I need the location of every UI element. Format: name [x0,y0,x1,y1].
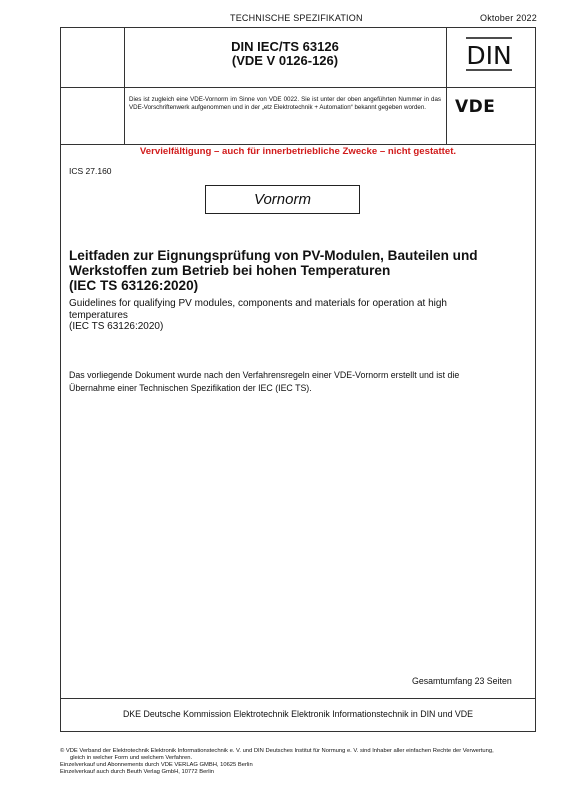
document-id-din: DIN IEC/TS 63126 [231,39,339,54]
committee-line: DKE Deutsche Kommission Elektrotechnik Elektronik Informationstechnik in DIN und VDE [122,709,474,719]
vde-logo: VDE [455,97,496,117]
footer-line3: Einzelverkauf und Abonnements durch VDE VERLAG GMBH, 10625 Berlin [60,762,253,768]
header-divider-right [446,27,447,144]
document-id-vde: (VDE V 0126-126) [231,53,339,68]
vornorm-box [205,185,360,214]
footer-line2: gleich in welcher Form und welchem Verfahren. [70,755,193,761]
description-line1: Das vorliegende Dokument wurde nach den Verfahrensregeln einer VDE-Vornorm erstellt und ist die [69,370,460,380]
title-german-line3: (IEC TS 63126:2020) [69,278,199,293]
copy-warning: Vervielfältigung – auch für innerbetriebliche Zwecke – nicht gestattet. [139,146,457,157]
copyright-footer [60,748,550,776]
vde-note: Dies ist zugleich eine VDE-Vornorm im Sinne von VDE 0022. Sie ist unter der oben angeführten Nummer in das VDE-Vorschriftenwerk aufgenommen und in der „etz Elektrotechnik + Automation“ bekannt gegeben worden. [129,96,441,111]
footer-line4: Einzelverkauf auch durch Beuth Verlag GmbH, 10772 Berlin [60,769,215,775]
spec-type-label: TECHNISCHE SPEZIFIKATION [230,13,363,23]
header-divider-middle [60,87,536,88]
total-pages: Gesamtumfang 23 Seiten [412,676,512,686]
title-german-line2: Werkstoffen zum Betrieb bei hohen Temperaturen [69,263,391,278]
title-german-line1: Leitfaden zur Eignungsprüfung von PV-Modulen, Bauteilen und [69,248,478,263]
din-logo-text: DIN [466,41,512,70]
ics-code: ICS 27.160 [69,166,112,176]
title-english-line3: (IEC TS 63126:2020) [69,321,164,332]
din-logo [466,37,512,76]
title-english-line2: temperatures [69,309,128,321]
footer-line1: © VDE Verband der Elektrotechnik Elektronik Informationstechnik e. V. und DIN Deutsches Institut für Normung e. V. sind Inhaber aller einfachen Rechte der Verwertung, [60,748,494,754]
title-german [69,248,529,293]
document-id [124,40,446,68]
title-english [69,298,529,333]
header-divider-bottom [60,144,536,145]
description [69,369,529,394]
description-line2: Übernahme einer Technischen Spezifikation der IEC (IEC TS). [69,382,312,393]
din-logo-icon [466,37,512,71]
date-label: Oktober 2022 [480,13,537,23]
vornorm-label: Vornorm [254,191,311,208]
committee-divider [60,698,536,699]
title-english-line1: Guidelines for qualifying PV modules, components and materials for operation at high [69,298,447,309]
